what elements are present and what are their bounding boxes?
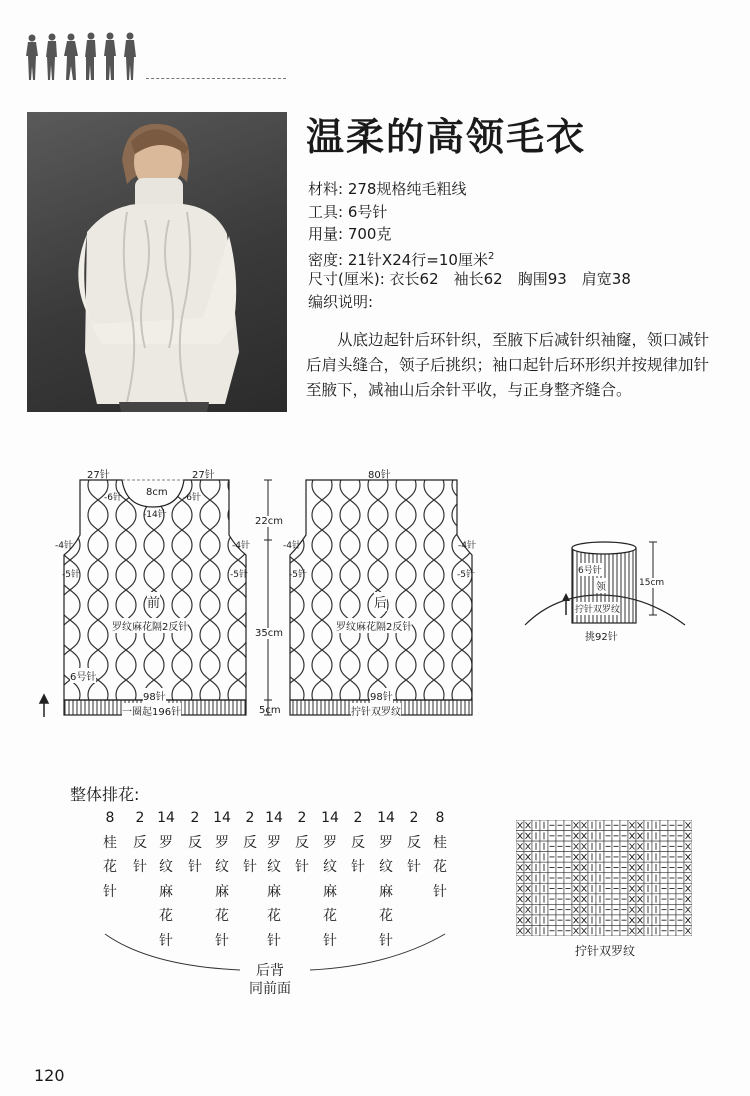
layout-column-char: 桂 [103,834,117,851]
layout-column-char: 麻 [215,883,229,900]
page-number: 120 [34,1066,65,1085]
layout-column-char: 纹 [267,859,281,875]
front-needle: 6号针 [70,668,96,683]
layout-column [403,806,425,880]
back-pattern: 罗纹麻花隔2反针 [336,618,412,633]
front-neck-dec-center: -14针 [143,510,167,520]
layout-column-char: 针 [267,932,281,949]
layout-column-char: 反 [351,834,365,851]
layout-column-char: 花 [379,908,393,924]
stitch-chart-grid [516,820,692,936]
collar-label: 领 [596,578,606,593]
layout-column-count: 2 [353,810,363,826]
layout-column [429,806,451,904]
back-label: 后 [374,592,387,611]
header-divider [146,78,286,79]
front-neck-dec-right: -6针 [183,493,201,503]
layout-column-char: 针 [295,859,309,875]
front-arm-dec1-right: -4针 [232,541,250,551]
back-ribbing: 拧针双罗纹 [351,703,401,718]
stitch-chart-caption: 拧针双罗纹 [574,944,635,958]
layout-column-char: 针 [351,859,365,875]
layout-column-char: 麻 [267,883,281,900]
layout-column-char: 针 [188,859,202,875]
layout-column-char: 针 [133,859,147,875]
front-pattern: 罗纹麻花隔2反针 [112,618,188,633]
front-label: 前 [147,592,160,611]
layout-column-char: 针 [323,932,337,949]
layout-column-char: 桂 [433,834,447,851]
layout-column-char: 反 [407,834,421,851]
back-arm-dec2-right: -5针 [457,570,475,580]
layout-column-char: 花 [323,908,337,924]
layout-column-char: 针 [103,883,117,900]
measure-upper: 22cm [255,516,283,527]
back-arm-dec2-left: -5针 [289,570,307,580]
layout-column-char: 花 [267,908,281,924]
front-arm-dec2-left: -5针 [62,570,80,580]
layout-column-char: 罗 [215,834,229,851]
layout-column-char: 纹 [215,859,229,875]
model-photo [27,112,287,412]
layout-column-count: 2 [245,810,255,826]
back-label-bottom: 后背 同前面 [249,963,291,997]
layout-column [129,806,151,880]
info-line-size: 尺寸(厘米): 衣长62 袖长62 胸围93 肩宽38 [308,270,631,288]
layout-column-count: 8 [435,810,445,826]
back-top-count: 80针 [368,470,391,481]
layout-column-char: 纹 [379,859,393,875]
layout-column-char: 反 [188,834,202,851]
layout-column-count: 14 [265,810,283,826]
layout-column [99,806,121,904]
front-arm-dec2-right: -5针 [230,570,248,580]
layout-column-char: 罗 [379,834,393,851]
layout-column-count: 2 [135,810,145,826]
front-bottom-count: 98针 [143,688,166,703]
layout-column [347,806,369,880]
collar-pickup: 挑92针 [585,632,618,643]
layout-column-count: 14 [213,810,231,826]
layout-column-count: 14 [321,810,339,826]
layout-column-char: 罗 [267,834,281,851]
layout-column-char: 反 [295,834,309,851]
front-neck-dec-left: -6针 [104,493,122,503]
front-shoulder-right: 27针 [192,470,215,481]
layout-column-char: 花 [433,859,447,875]
front-neck-width: 8cm [146,487,168,498]
layout-column-count: 14 [157,810,175,826]
layout-column [239,806,261,880]
collar-needle: 6号针 [578,563,602,576]
layout-column-char: 针 [379,932,393,949]
back-arm-dec1-right: -4针 [458,541,476,551]
layout-column-char: 花 [103,859,117,875]
instructions-heading: 编织说明: [308,292,374,311]
layout-column-char: 针 [433,883,447,900]
layout-column-count: 14 [377,810,395,826]
layout-column-char: 针 [407,859,421,875]
layout-column-count: 2 [190,810,200,826]
layout-column-char: 纹 [159,859,173,875]
layout-column-char: 反 [243,834,257,851]
layout-column-char: 麻 [323,883,337,900]
info-line-gauge: 密度: 21针X24行=10厘米$^2$ [308,250,495,269]
front-arm-dec1-left: -4针 [55,541,73,551]
layout-column-char: 反 [133,834,147,851]
layout-column-count: 2 [297,810,307,826]
layout-column-char: 花 [215,908,229,924]
layout-column-count: 2 [409,810,419,826]
layout-column-char: 麻 [159,883,173,900]
layout-column-char: 麻 [379,883,393,900]
layout-title: 整体排花: [70,785,140,804]
layout-column [184,806,206,880]
stitch-chart [516,820,692,936]
measure-middle: 35cm [255,628,283,639]
measure-bottom: 5cm [259,705,281,716]
layout-column-count: 8 [105,810,115,826]
layout-column-char: 罗 [159,834,173,851]
back-bottom-count: 98针 [370,688,393,703]
collar-pattern: 拧针双罗纹 [575,602,620,615]
layout-column-char: 针 [159,932,173,949]
info-line-amount: 用量: 700克 [308,225,392,243]
layout-column-char: 罗 [323,834,337,851]
layout-column [291,806,313,880]
collar-height: 15cm [639,578,665,588]
back-arm-dec1-left: -4针 [283,541,301,551]
info-line-materials: 材料: 278规格纯毛粗线 [308,180,467,198]
instructions-text: 从底边起针后环针织，至腋下后减针织袖窿，领口减针后肩头缝合，领子后挑织；袖口起针后环形织并按规律加针至腋下，减袖山后余针平收，与正身整齐缝合。 [306,331,710,399]
front-ribbing: 一圈起196针 [122,703,181,718]
layout-column-char: 针 [215,932,229,949]
info-line-tools: 工具: 6号针 [308,202,388,221]
layout-column-char: 花 [159,908,173,924]
layout-column-char: 针 [243,859,257,875]
layout-column-char: 纹 [323,859,337,875]
page-title: 温柔的高领毛衣 [306,115,587,159]
front-shoulder-left: 27针 [87,470,110,481]
people-silhouettes-icon [24,30,144,82]
